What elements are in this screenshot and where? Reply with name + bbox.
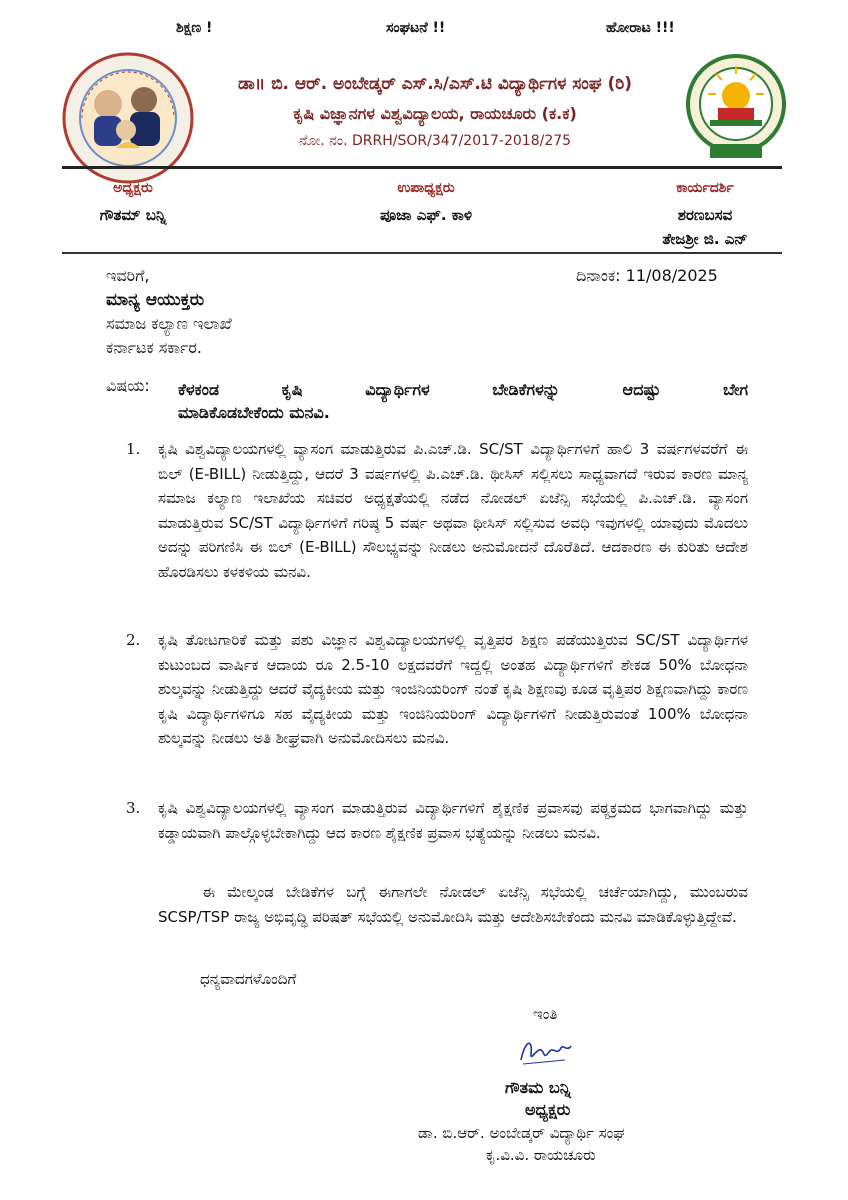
association-emblem-icon	[62, 52, 194, 184]
vice-president-role: ಉಪಾಧ್ಯಕ್ಷರು	[397, 180, 455, 196]
subject-label: ವಿಷಯ:	[106, 376, 150, 395]
item-number-3: 3.	[126, 799, 141, 817]
item-number-1: 1.	[126, 440, 141, 458]
recipient-department: ಸಮಾಜ ಕಲ್ಯಾಣ ಇಲಾಖೆ	[106, 314, 232, 333]
item-text-1: ಕೃಷಿ ವಿಶ್ವವಿದ್ಯಾಲಯಗಳಲ್ಲಿ ವ್ಯಾಸಂಗ ಮಾಡುತ್ತಿರುವ ಪಿ.ಎಚ್.ಡಿ. SC/ST ವಿದ್ಯಾರ್ಥಿಗಳಿಗೆ ಹಾಲಿ 3 ವರ್ಷಗಳವರೆಗೆ ಈ ಬಿಲ್ (E-BILL) ನೀಡುತ್ತಿದ್ದು, ಆದರೆ 3 ವರ್ಷಗಳಲ್ಲಿ ಪಿ.ಎಚ್.ಡಿ. ಥೀಸಿಸ್ ಸಲ್ಲಿಸಲು ಸಾಧ್ಯವಾಗದೆ ಇರುವ ಕಾರಣ ಮಾನ್ಯ ಸಮಾಜ ಕಲ್ಯಾಣ ಇಲಾಖೆಯ ಸಚಿವರ ಅಧ್ಯಕ್ಷತೆಯಲ್ಲಿ ನಡೆದ ನೋಡಲ್ ಏಜೆನ್ಸಿ ಸಭೆಯಲ್ಲಿ ಪಿ.ಎಚ್.ಡಿ. ವ್ಯಾಸಂಗ ಮಾಡುತ್ತಿರುವ SC/ST ವಿದ್ಯಾರ್ಥಿಗಳಿಗೆ ಗರಿಷ್ಠ 5 ವರ್ಷ ಅಥವಾ ಥೀಸಿಸ್ ಸಲ್ಲಿಸುವ ಅವಧಿ ಇವುಗಳಲ್ಲಿ ಯಾವುದು ಮೊದಲು ಅದನ್ನು ಪರಿಗಣಿಸಿ ಈ ಬಿಲ್ (E-BILL) ಸೌಲಭ್ಯವನ್ನು ನೀಡಲು ಅನುಮೋದನೆ ದೊರೆತಿದೆ. ಆದಕಾರಣ ಈ ಕುರಿತು ಆದೇಶ ಹೊರಡಿಸಲು ಕಳಕಳಿಯ ಮನವಿ.	[158, 440, 748, 581]
letter-date: ದಿನಾಂಕ: 11/08/2025	[576, 266, 718, 285]
signatory-role: ಅಧ್ಯಕ್ಷರು	[525, 1100, 571, 1119]
slogan-struggle: ಹೋರಾಟ !!!	[606, 20, 675, 36]
registration-number: ನೋ. ನಂ. DRRH/SOR/347/2017-2018/275	[298, 133, 572, 149]
slogan-organize: ಸಂಘಟನೆ !!	[386, 20, 446, 36]
secretary-name-2: ತೇಜಶ್ರೀ ಜಿ. ಎನ್	[662, 230, 748, 248]
president-role: ಅಧ್ಯಕ್ಷರು	[113, 180, 153, 196]
office-secretary	[620, 180, 790, 248]
office-vice-president	[336, 180, 516, 224]
header-divider	[62, 166, 782, 169]
recipient-government: ಕರ್ನಾಟಕ ಸರ್ಕಾರ.	[106, 338, 202, 357]
organization-name: ಡಾ॥ ಬಿ. ಆರ್. ಅಂಬೇಡ್ಕರ್ ಎಸ್.ಸಿ/ಎಸ್.ಟಿ ವಿದ್ಯಾರ್ಥಿಗಳ ಸಂಘ (ರಿ)	[237, 74, 633, 94]
subject-line-2: ಮಾಡಿಕೊಡಬೇಕೆಂದು ಮನವಿ.	[178, 403, 330, 422]
university-name: ಕೃಷಿ ವಿಜ್ಞಾನಗಳ ವಿಶ್ವವಿದ್ಯಾಲಯ, ರಾಯಚೂರು (ಕ.ಕ)	[293, 104, 577, 123]
thanks-line: ಧನ್ಯವಾದಗಳೊಂದಿಗೆ	[200, 970, 297, 988]
closing-paragraph: ಈ ಮೇಲ್ಕಂಡ ಬೇಡಿಕೆಗಳ ಬಗ್ಗೆ ಈಗಾಗಲೇ ನೋಡಲ್ ಏಜೆನ್ಸಿ ಸಭೆಯಲ್ಲಿ ಚರ್ಚೆಯಾಗಿದ್ದು, ಮುಂಬರುವ SCSP/TSP ರಾಜ್ಯ ಅಭಿವೃದ್ಧಿ ಪರಿಷತ್ ಸಭೆಯಲ್ಲಿ ಅನುಮೋದಿಸಿ ಮತ್ತು ಆದೇಶಿಸಬೇಕೆಂದು ಮನವಿ ಮಾಡಿಕೊಳ್ಳುತ್ತಿದ್ದೇವೆ.	[158, 883, 748, 926]
secretary-role: ಕಾರ್ಯದರ್ಶಿ	[676, 180, 734, 196]
subject-line-1: ಕೆಳಕಂಡ ಕೃಷಿ ವಿದ್ಯಾರ್ಥಿಗಳ ಬೇಡಿಕೆಗಳನ್ನು ಆದಷ್ಟು ಬೇಗ	[178, 380, 748, 399]
slogan-education: ಶಿಕ್ಷಣ !	[176, 20, 213, 36]
yours-line: ಇಂತಿ	[533, 1005, 558, 1023]
handwritten-signature-icon	[515, 1030, 575, 1070]
signatory-organization: ಡಾ. ಬಿ.ಆರ್. ಅಂಬೇಡ್ಕರ್ ವಿದ್ಯಾರ್ಥಿ ಸಂಘ	[418, 1124, 625, 1142]
office-president	[58, 180, 208, 224]
president-name: ಗೌತಮ್ ಬನ್ನಿ	[99, 206, 167, 224]
vice-president-name: ಪೂಜಾ ಎಫ್. ಕಾಳಿ	[380, 206, 472, 224]
signatory-place: ಕೃ.ವಿ.ವಿ. ರಾಯಚೂರು	[486, 1146, 596, 1164]
item-number-2: 2.	[126, 631, 141, 649]
item-text-2: ಕೃಷಿ ತೋಟಗಾರಿಕೆ ಮತ್ತು ಪಶು ವಿಜ್ಞಾನ ವಿಶ್ವವಿದ್ಯಾಲಯಗಳಲ್ಲಿ ವೃತ್ತಿಪರ ಶಿಕ್ಷಣ ಪಡೆಯುತ್ತಿರುವ SC/ST ವಿದ್ಯಾರ್ಥಿಗಳ ಕುಟುಂಬದ ವಾರ್ಷಿಕ ಆದಾಯ ರೂ 2.5-10 ಲಕ್ಷದವರೆಗೆ ಇದ್ದಲ್ಲಿ ಅಂತಹ ವಿದ್ಯಾರ್ಥಿಗಳಿಗೆ ಶೇಕಡ 50% ಬೋಧನಾ ಶುಲ್ಕವನ್ನು ನೀಡುತ್ತಿದ್ದು ಆದರೆ ವೈದ್ಯಕೀಯ ಮತ್ತು ಇಂಜಿನಿಯರಿಂಗ್ ನಂತೆ ಕೃಷಿ ಶಿಕ್ಷಣವು ಕೂಡ ವೃತ್ತಿಪರ ಶಿಕ್ಷಣವಾಗಿದ್ದು ಕಾರಣ ಕೃಷಿ ವಿದ್ಯಾರ್ಥಿಗಳಿಗೂ ಸಹ ವೈದ್ಯಕೀಯ ಮತ್ತು ಇಂಜಿನಿಯರಿಂಗ್ ವಿದ್ಯಾರ್ಥಿಗಳಿಗೆ ನೀಡುತ್ತಿರುವಂತೆ 100% ಬೋಧನಾ ಶುಲ್ಕವನ್ನು ನೀಡಲು ಅತಿ ಶೀಘ್ರವಾಗಿ ಅನುಮೋದಿಸಲು ಮನವಿ.	[158, 631, 748, 747]
officers-divider	[62, 252, 782, 254]
secretary-name-1: ಶರಣಬಸವ	[677, 206, 733, 224]
university-seal-icon	[672, 52, 800, 162]
slogan-row	[0, 20, 848, 44]
signatory-name: ಗೌತಮ ಬನ್ನಿ	[505, 1078, 571, 1097]
to-label: ಇವರಿಗೆ,	[106, 266, 150, 285]
recipient-title: ಮಾನ್ಯ ಆಯುಕ್ತರು	[106, 290, 205, 310]
item-text-3: ಕೃಷಿ ವಿಶ್ವವಿದ್ಯಾಲಯಗಳಲ್ಲಿ ವ್ಯಾಸಂಗ ಮಾಡುತ್ತಿರುವ ವಿದ್ಯಾರ್ಥಿಗಳಿಗೆ ಶೈಕ್ಷಣಿಕ ಪ್ರವಾಸವು ಪಠ್ಯಕ್ರಮದ ಭಾಗವಾಗಿದ್ದು ಮತ್ತು ಕಡ್ಡಾಯವಾಗಿ ಪಾಲ್ಗೊಳ್ಳಬೇಕಾಗಿದ್ದು ಆದ ಕಾರಣ ಶೈಕ್ಷಣಿಕ ಪ್ರವಾಸ ಭತ್ಯೆಯನ್ನು ನೀಡಲು ಮನವಿ.	[158, 799, 748, 842]
